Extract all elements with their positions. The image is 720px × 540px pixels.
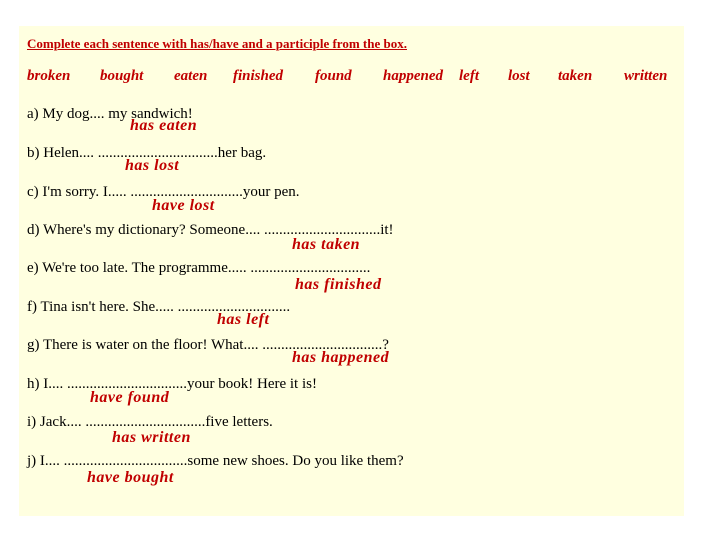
- sentence-b: b) Helen.... ................................her bag.: [27, 145, 267, 161]
- word-box-item: broken: [27, 68, 71, 84]
- answer-j: have bought: [87, 469, 174, 486]
- answer-a: has eaten: [130, 117, 198, 134]
- word-box-item: eaten: [174, 68, 208, 84]
- sentence-e: e) We're too late. The programme..... ................................: [27, 260, 371, 276]
- word-box-item: taken: [558, 68, 593, 84]
- answer-e: has finished: [295, 276, 382, 293]
- sentence-h: h) I.... ................................your book! Here it is!: [27, 376, 317, 392]
- sentence-c: c) I'm sorry. I..... ..............................your pen.: [27, 184, 300, 200]
- answer-b: has lost: [125, 157, 180, 174]
- word-box-item: found: [315, 68, 352, 84]
- answer-f: has left: [217, 311, 270, 328]
- word-box-item: lost: [508, 68, 530, 84]
- answer-d: has taken: [292, 236, 361, 253]
- sentence-g: g) There is water on the floor! What.... ................................?: [27, 337, 389, 353]
- answer-h: have found: [90, 389, 170, 406]
- answer-g: has happened: [292, 349, 390, 366]
- sentence-f: f) Tina isn't here. She..... ..............................: [27, 299, 291, 315]
- word-box-item: bought: [100, 68, 144, 84]
- word-box-item: finished: [233, 68, 284, 84]
- sentence-d: d) Where's my dictionary? Someone.... ...............................it!: [27, 222, 394, 238]
- answer-c: have lost: [152, 197, 215, 214]
- word-box-item: happened: [383, 68, 443, 84]
- instruction-text: Complete each sentence with has/have and a participle from the box.: [27, 36, 407, 51]
- word-box-item: written: [624, 68, 668, 84]
- sentence-i: i) Jack.... ................................five letters.: [27, 414, 273, 430]
- worksheet: [19, 26, 684, 516]
- sentence-a: a) My dog.... my sandwich!: [27, 106, 193, 122]
- answer-i: has written: [112, 429, 191, 446]
- sentence-j: j) I.... .................................some new shoes. Do you like them?: [27, 453, 404, 469]
- word-box-item: left: [459, 68, 479, 84]
